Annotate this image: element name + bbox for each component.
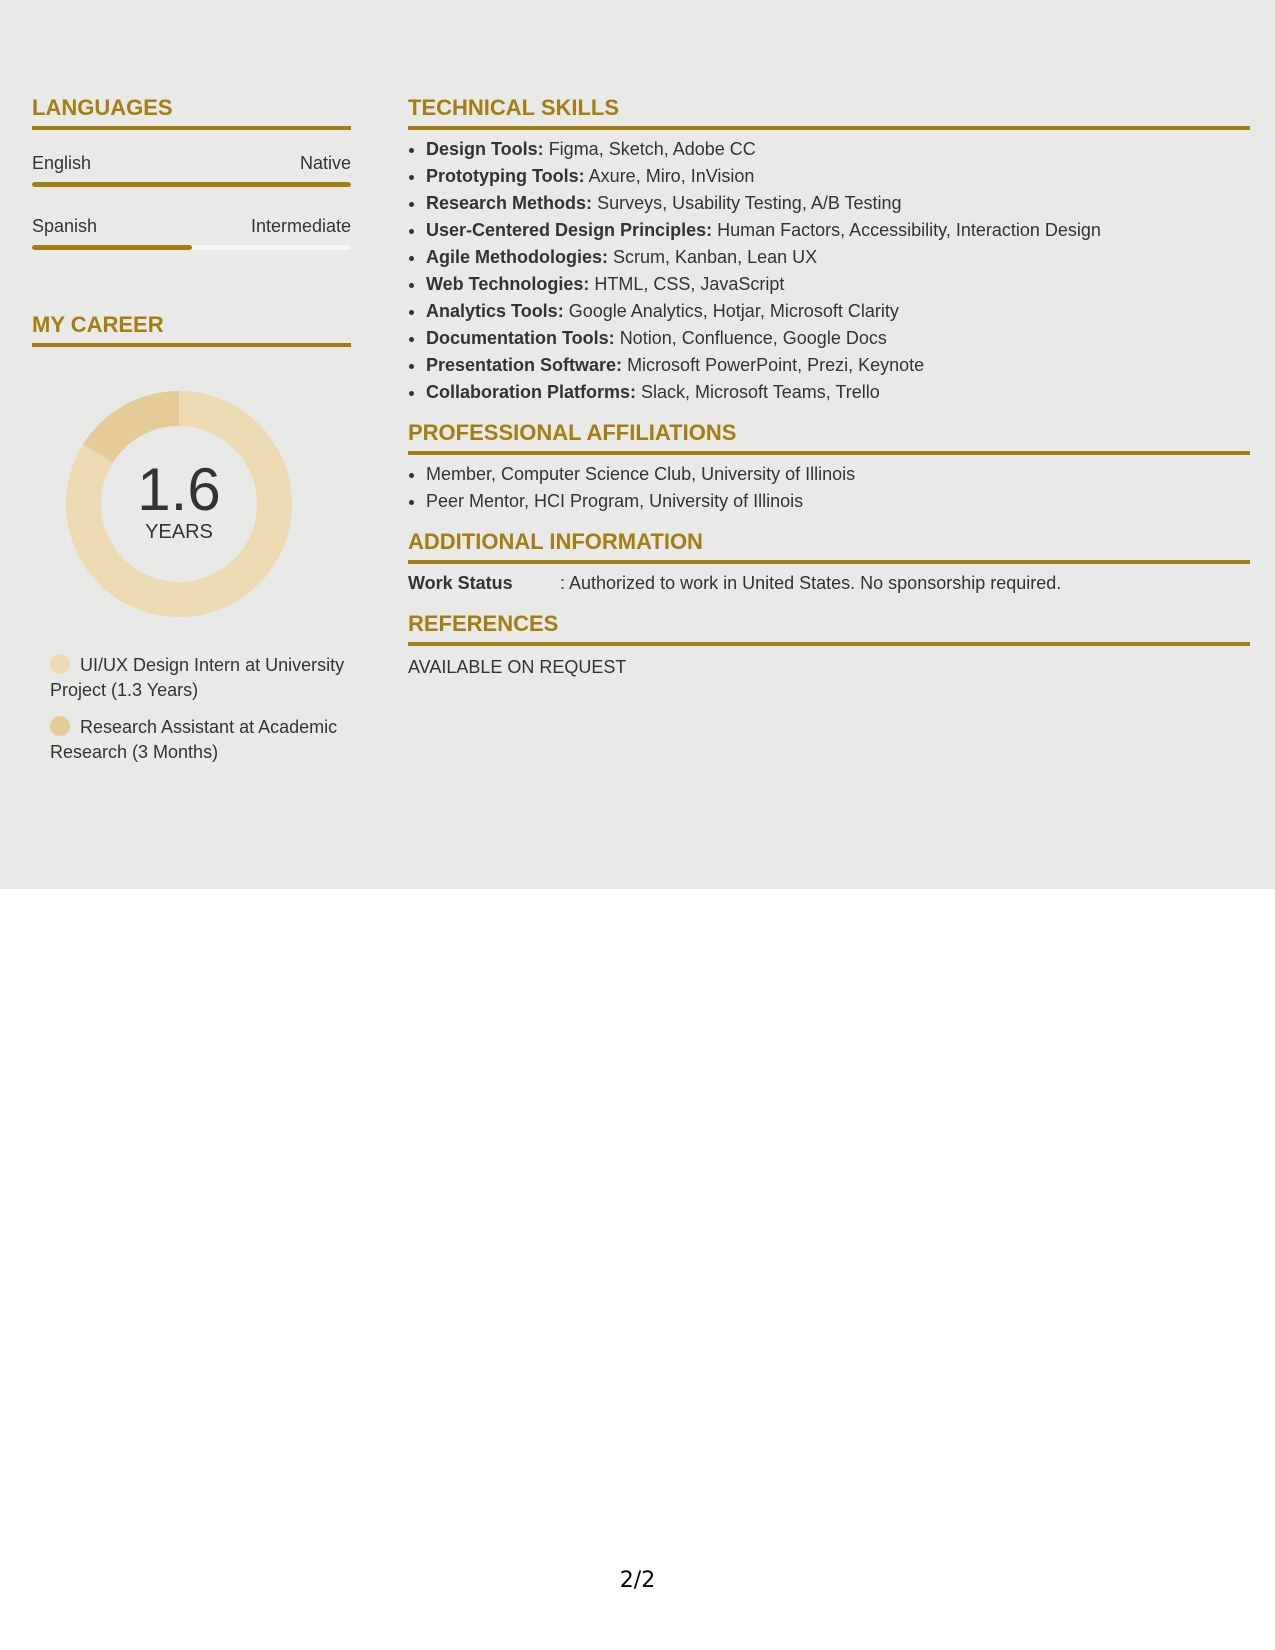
skill-label: Collaboration Platforms:: [426, 382, 637, 402]
legend-item: [50, 653, 351, 703]
affiliations-section: [408, 420, 1250, 515]
skill-value: Surveys, Usability Testing, A/B Testing: [597, 193, 902, 213]
language-name: Spanish: [32, 216, 98, 236]
list-item: • Member, Computer Science Club, University of Illinois: [426, 461, 1250, 488]
skill-label: Design Tools:: [426, 139, 544, 159]
list-item: [426, 352, 1250, 379]
references-title: REFERENCES: [408, 611, 1250, 646]
list-item: [426, 217, 1250, 244]
career-donut-chart: [66, 391, 292, 617]
career-total-unit: YEARS: [145, 521, 213, 543]
list-item: [426, 271, 1250, 298]
skill-value: Figma, Sketch, Adobe CC: [548, 139, 756, 159]
language-level: Intermediate: [250, 216, 351, 236]
additional-info-title: ADDITIONAL INFORMATION: [408, 529, 1250, 564]
references-section: [408, 611, 1250, 681]
affiliations-list: [408, 461, 1250, 515]
skill-label: User-Centered Design Principles:: [426, 220, 713, 240]
language-proficiency-fill: [32, 182, 351, 187]
language-proficiency-fill: [32, 245, 192, 250]
skill-value: Human Factors, Accessibility, Interaction Design: [717, 220, 1101, 240]
skill-value: Microsoft PowerPoint, Prezi, Keynote: [627, 355, 925, 375]
list-item: [426, 136, 1250, 163]
skill-value: Google Analytics, Hotjar, Microsoft Clarity: [568, 301, 899, 321]
language-name: English: [32, 153, 92, 173]
technical-skills-list: [408, 136, 1250, 406]
skill-label: Agile Methodologies:: [426, 247, 608, 267]
work-status-value: : Authorized to work in United States. No sponsorship required.: [560, 573, 1062, 593]
skill-label: Research Methods:: [426, 193, 593, 213]
work-status-label: Work Status: [408, 573, 513, 593]
career-title: MY CAREER: [32, 312, 351, 347]
page-number: 2/2: [619, 1568, 656, 1593]
language-item-spanish: [32, 215, 351, 250]
list-item: [426, 190, 1250, 217]
references-text: AVAILABLE ON REQUEST: [408, 657, 627, 677]
list-item: [426, 163, 1250, 190]
legend-item: [50, 715, 351, 765]
skill-label: Web Technologies:: [426, 274, 590, 294]
career-section: [32, 312, 351, 765]
list-item: [426, 244, 1250, 271]
languages-title: LANGUAGES: [32, 95, 351, 130]
skill-label: Analytics Tools:: [426, 301, 564, 321]
skill-label: Presentation Software:: [426, 355, 623, 375]
legend-dot: [50, 654, 70, 674]
skill-value: Notion, Confluence, Google Docs: [619, 328, 887, 348]
list-item: • Peer Mentor, HCI Program, University of Illinois: [426, 488, 1250, 515]
additional-info-section: [408, 529, 1250, 597]
skill-value: Scrum, Kanban, Lean UX: [613, 247, 818, 267]
work-status-row: [408, 570, 1250, 597]
language-item-english: [32, 152, 351, 187]
language-proficiency-bar: [32, 245, 351, 250]
career-total-number: 1.6: [137, 456, 221, 523]
language-level: Native: [299, 153, 351, 173]
skill-value: HTML, CSS, JavaScript: [594, 274, 785, 294]
language-proficiency-bar: [32, 182, 351, 187]
legend-dot: [50, 716, 70, 736]
list-item: [426, 379, 1250, 406]
skill-value: Axure, Miro, InVision: [588, 166, 755, 186]
legend-label: UI/UX Design Intern at University Project (1.3 Years): [50, 655, 345, 700]
legend-label: Research Assistant at Academic Research (3 Months): [50, 717, 338, 762]
career-legend: [50, 653, 351, 765]
technical-skills-title: TECHNICAL SKILLS: [408, 95, 1250, 130]
skill-label: Documentation Tools:: [426, 328, 615, 348]
affiliations-title: PROFESSIONAL AFFILIATIONS: [408, 420, 1250, 455]
skill-value: Slack, Microsoft Teams, Trello: [641, 382, 880, 402]
left-column: [32, 95, 351, 777]
list-item: [426, 325, 1250, 352]
list-item: [426, 298, 1250, 325]
right-column: [408, 95, 1250, 681]
skill-label: Prototyping Tools:: [426, 166, 585, 186]
